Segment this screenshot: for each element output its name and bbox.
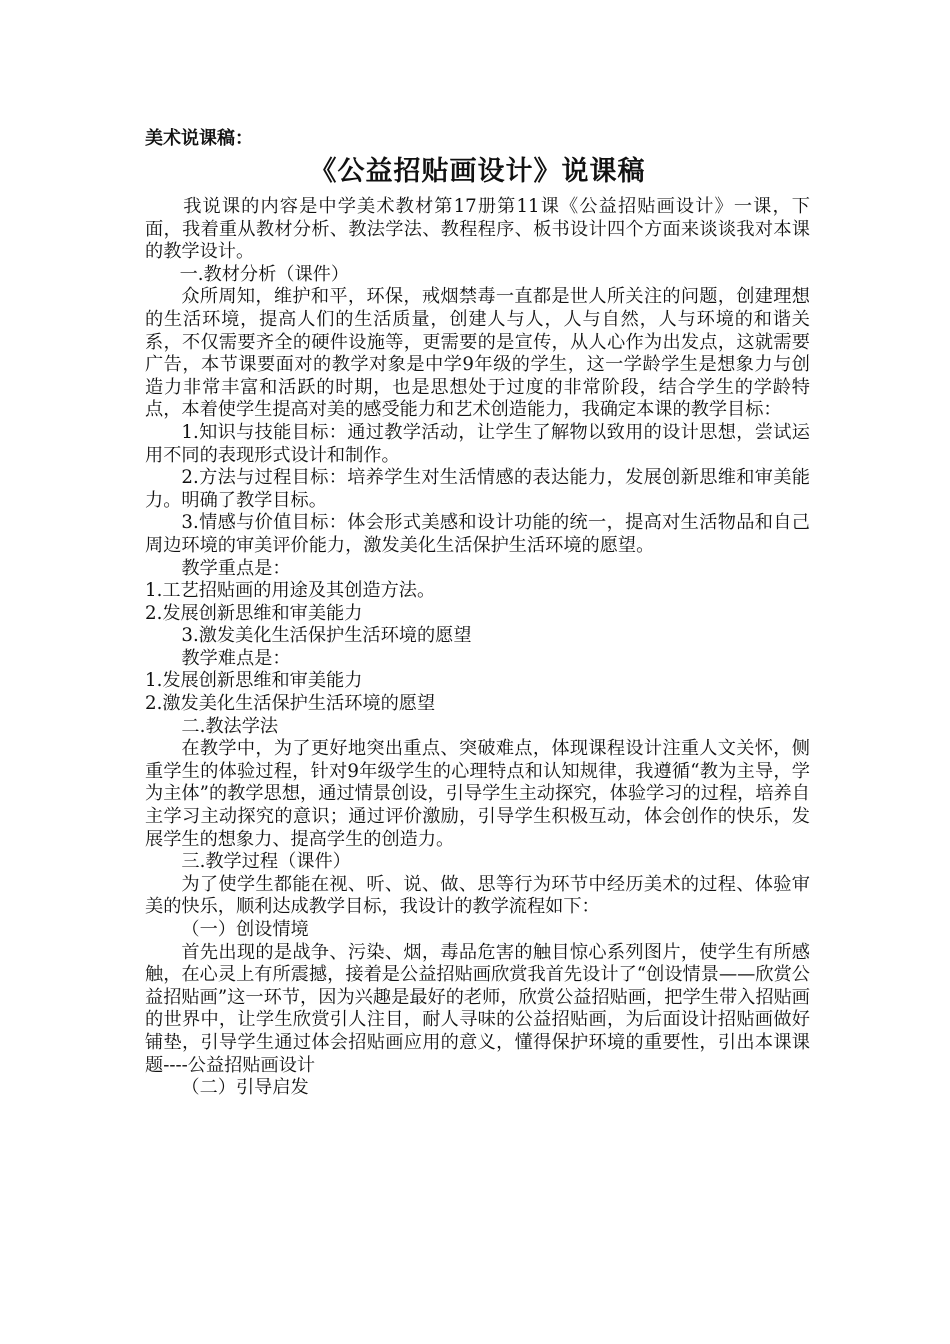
teaching-difficulties-heading: 教学难点是： xyxy=(181,647,291,669)
section-heading-1: 一.教材分析（课件） xyxy=(179,263,350,285)
document-page xyxy=(145,126,810,1100)
paragraph-material-analysis: 众所周知，维护和平，环保，戒烟禁毒一直都是世人所关注的问题，创建理想的生活环境，提高人们的生活质量，创建人与人，人与自然，人与环境的和谐关系，不仅需要齐全的硬件设施等，更需要的是宣传，从人心作为出发点，这就需要广告，本节课要面对的教学对象是中学9年级的学生，这一学龄学生是想象力与创造力非常丰富和活跃的时期，也是思想处于过度的非常阶段，结合学生的学龄特点，本着使学生提高对美的感受能力和艺术创造能力，我确定本课的教学目标： xyxy=(145,286,810,421)
difficulty-2: 2.激发美化生活保护生活环境的愿望 xyxy=(145,693,436,715)
section-heading-3: 三.教学过程（课件） xyxy=(181,851,351,873)
paragraph-teaching-method: 在教学中，为了更好地突出重点、突破难点，体现课程设计注重人文关怀，侧重学生的体验过程，针对9年级学生的心理特点和认知规律，我遵循“教为主导，学为主体”的教学思想，通过情景创设，引导学生主动探究，体验学习的过程，培养自主学习主动探究的意识；通过评价激励，引导学生积极互动，体会创作的快乐，发展学生的想象力、提高学生的创造力。 xyxy=(145,738,810,850)
document-label: 美术说课稿： xyxy=(145,128,253,149)
document-title: 《公益招贴画设计》说课稿 xyxy=(309,156,646,187)
paragraph-scenario: 首先出现的是战争、污染、烟，毒品危害的触目惊心系列图片，使学生有所感触，在心灵上有所震撼，接着是公益招贴画欣赏我首先设计了“创设情景——欣赏公益招贴画”这一环节，因为兴趣是最好的老师，欣赏公益招贴画，把学生带入招贴画的世界中，让学生欣赏引人注目，耐人寻味的公益招贴画，为后面设计招贴画做好铺垫，引导学生通过体会招贴画应用的意义，懂得保护环境的重要性，引出本课课题----公益招贴画设计 xyxy=(145,941,810,1076)
subsection-heading-1: （一）创设情境 xyxy=(181,919,309,940)
paragraph-goal-3: 3.情感与价值目标：体会形式美感和设计功能的统一，提高对生活物品和自己周边环境的审美评价能力，激发美化生活保护生活环境的愿望。 xyxy=(145,512,810,556)
key-point-3: 3.激发美化生活保护生活环境的愿望 xyxy=(181,625,472,647)
paragraph-teaching-process: 为了使学生都能在视、听、说、做、思等行为环节中经历美术的过程、体验审美的快乐，顺利达成教学目标，我设计的教学流程如下： xyxy=(145,873,810,918)
paragraph-goal-1: 1.知识与技能目标：通过教学活动，让学生了解物以致用的设计思想，尝试运用不同的表现形式设计和制作。 xyxy=(145,421,810,466)
key-point-2: 2.发展创新思维和审美能力 xyxy=(145,602,363,624)
subsection-heading-2: （二）引导启发 xyxy=(181,1077,309,1099)
paragraph-goal-2: 2.方法与过程目标：培养学生对生活情感的表达能力，发展创新思维和审美能力。明确了教学目标。 xyxy=(145,467,810,511)
key-point-1: 1.工艺招贴画的用途及其创造方法。 xyxy=(145,580,436,602)
section-heading-2: 二.教法学法 xyxy=(181,715,279,737)
difficulty-1: 1.发展创新思维和审美能力 xyxy=(145,670,363,692)
paragraph-intro: 我说课的内容是中学美术教材第17册第11课《公益招贴画设计》一课，下面，我着重从教材分析、教法学法、教程程序、板书设计四个方面来谈谈我对本课的教学设计。 xyxy=(145,196,810,263)
teaching-key-points-heading: 教学重点是： xyxy=(181,557,291,579)
